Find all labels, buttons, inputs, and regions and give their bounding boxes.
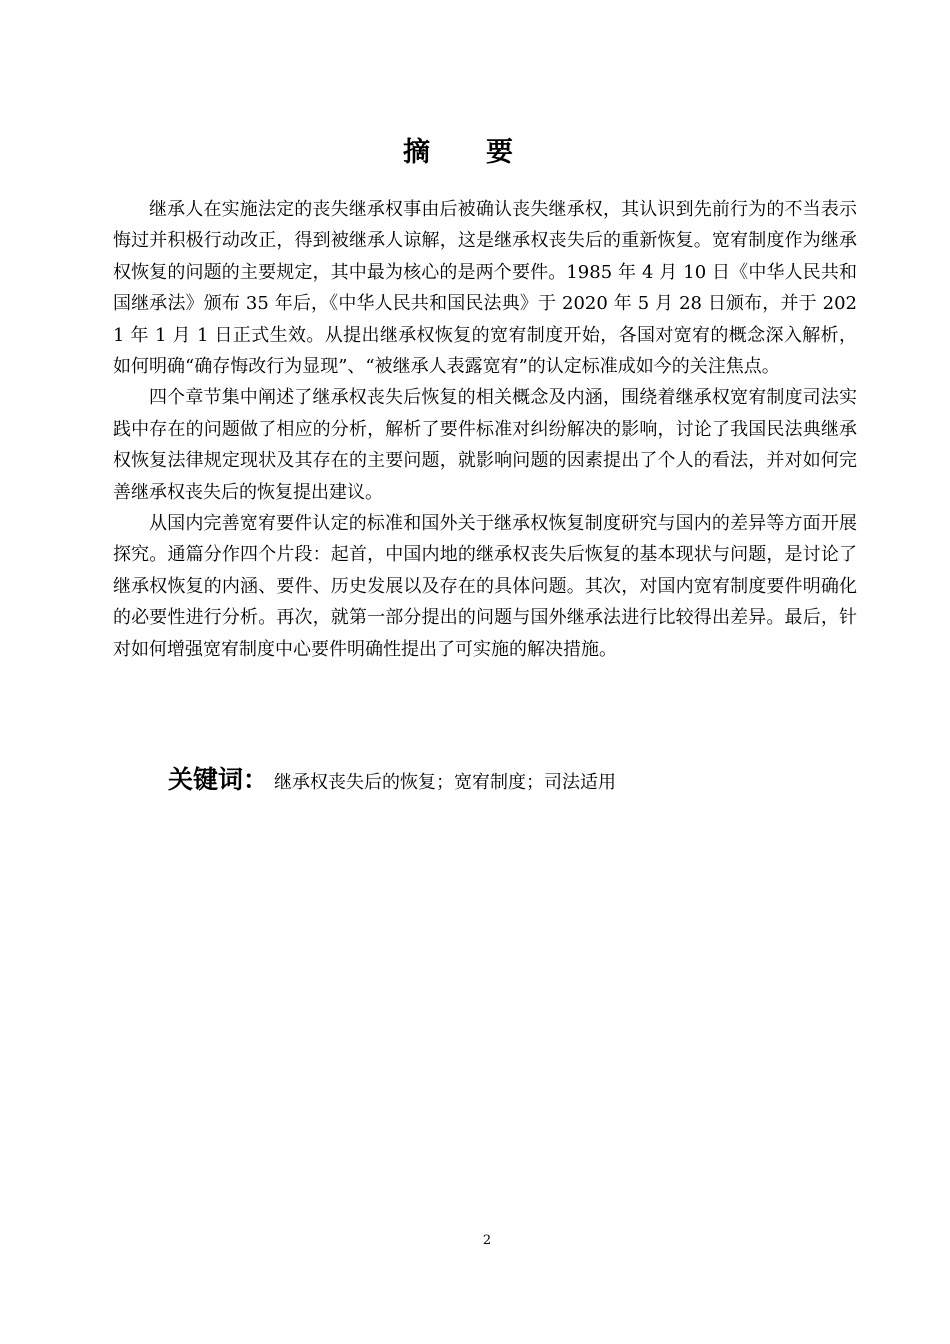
abstract-paragraph-2: 四个章节集中阐述了继承权丧失后恢复的相关概念及内涵，围绕着继承权宽宥制度司法实践中存在的问题做了相应的分析，解析了要件标准对纠纷解决的影响，讨论了我国民法典继承权恢复法律规定现状及其存在的主要问题，就影响问题的因素提出了个人的看法，并对如何完善继承权丧失后的恢复提出建议。: [113, 387, 857, 503]
abstract-body: [113, 194, 857, 665]
keywords-value: 继承权丧失后的恢复；宽宥制度；司法适用: [274, 772, 617, 793]
abstract-title: 摘要: [403, 137, 569, 168]
keywords-label: 关键词：: [168, 765, 269, 794]
abstract-paragraph-3: 从国内完善宽宥要件认定的标准和国外关于继承权恢复制度研究与国内的差异等方面开展探究。通篇分作四个片段：起首，中国内地的继承权丧失后恢复的基本现状与问题，是讨论了继承权恢复的内涵、要件、历史发展以及存在的具体问题。其次，对国内宽宥制度要件明确化的必要性进行分析。再次，就第一部分提出的问题与国外继承法进行比较得出差异。最后，针对如何增强宽宥制度中心要件明确性提出了可实施的解决措施。: [113, 513, 857, 660]
abstract-paragraph-1: 继承人在实施法定的丧失继承权事由后被确认丧失继承权，其认识到先前行为的不当表示悔过并积极行动改正，得到被继承人谅解，这是继承权丧失后的重新恢复。宽宥制度作为继承权恢复的问题的主要规定，其中最为核心的是两个要件。1985 年 4 月 10 日《中华人民共和国继承法》颁布 35 年后，《中华人民共和国民法典》于 2020 年 5 月 28 日颁布，并于 2021 年 1 月 1 日正式生效。从提出继承权恢复的宽宥制度开始，各国对宽宥的概念深入解析，如何明确“确存悔改行为显现”、“被继承人表露宽宥”的认定标准成如今的关注焦点。: [113, 199, 857, 378]
page-number: 2: [482, 1233, 492, 1248]
keywords-line: [168, 762, 868, 801]
